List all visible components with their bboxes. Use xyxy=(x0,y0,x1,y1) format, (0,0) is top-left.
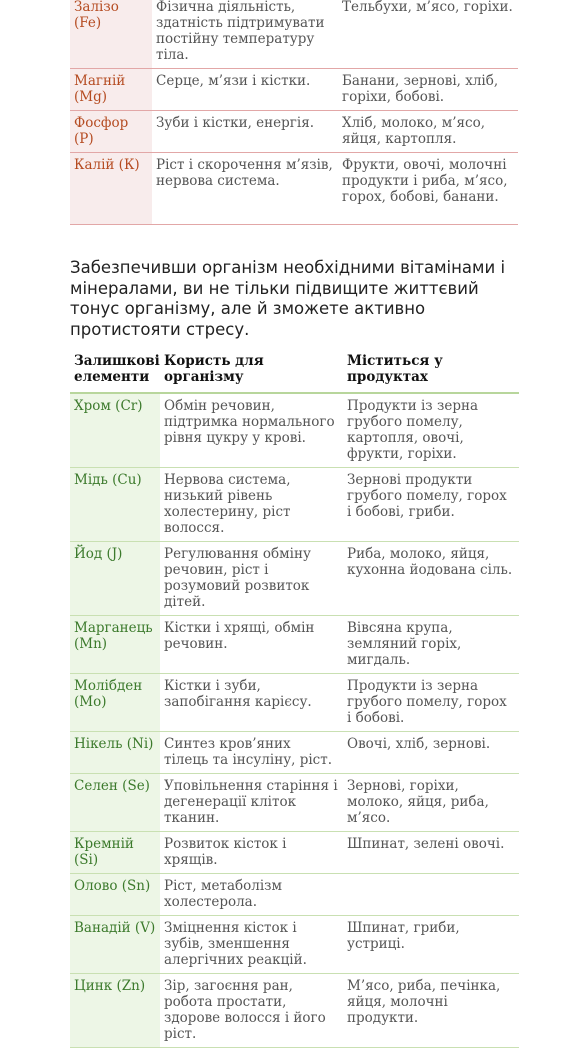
benefit-cell: Регулювання обміну речовин, ріст і розумовий розвиток дітей. xyxy=(164,546,311,610)
table-row xyxy=(70,69,518,111)
element-cell: Залізо (Fe) xyxy=(70,0,152,69)
benefit-cell: Кістки і зуби, запобігання карієсу. xyxy=(164,678,312,710)
element-cell: Калій (К) xyxy=(70,153,152,225)
sources-cell: Овочі, хліб, зернові. xyxy=(347,736,491,752)
intro-paragraph: Забезпечивши організм необхідними вітамінами і мінералами, ви не тільки підвищите життєвий тонус організму, але й зможете активно протистояти стресу. xyxy=(70,258,506,339)
table-row xyxy=(70,974,519,1048)
sources-cell: Шпинат, гриби, устриці. xyxy=(347,920,460,952)
element-cell: Нікель (Ni) xyxy=(70,732,160,774)
benefit-cell: Розвиток кісток і хрящів. xyxy=(164,836,287,868)
sources-cell: Шпинат, зелені овочі. xyxy=(347,836,505,852)
macro-elements-table xyxy=(70,0,518,225)
table-header-row xyxy=(70,349,519,393)
column-header-sources: Міститься у продуктах xyxy=(343,349,519,393)
element-cell: Кремній (Si) xyxy=(70,832,160,874)
element-cell: Селен (Se) xyxy=(70,774,160,832)
sources-cell: М’ясо, риба, печінка, яйця, молочні продукти. xyxy=(347,978,501,1026)
table-row xyxy=(70,542,519,616)
sources-cell: Зернові продукти грубого помелу, горох і бобові, гриби. xyxy=(347,472,507,520)
sources-cell: Продукти із зерна грубого помелу, горох і бобові. xyxy=(347,678,507,726)
table-row xyxy=(70,916,519,974)
table-row xyxy=(70,874,519,916)
element-cell: Йод (J) xyxy=(70,542,160,616)
table-row xyxy=(70,674,519,732)
element-cell: Хром (Cr) xyxy=(70,393,160,468)
sources-cell: Хліб, молоко, м’ясо, яйця, картопля. xyxy=(342,115,485,147)
sources-cell: Продукти із зерна грубого помелу, картопля, овочі, фрукти, горіхи. xyxy=(347,398,479,462)
table-row xyxy=(70,832,519,874)
sources-cell: Зернові, горіхи, молоко, яйця, риба, м’ясо. xyxy=(347,778,489,826)
element-cell: Молібден (Mo) xyxy=(70,674,160,732)
benefit-cell: Уповільнення старіння і дегенерації кліток тканин. xyxy=(164,778,338,826)
table-row xyxy=(70,774,519,832)
benefit-cell: Зуби і кістки, енергія. xyxy=(156,115,314,131)
benefit-cell: Серце, м’язи і кістки. xyxy=(156,73,311,89)
benefit-cell: Синтез кров’яних тілець та інсуліну, ріст. xyxy=(164,736,332,768)
table-row xyxy=(70,111,518,153)
element-cell: Магній (Mg) xyxy=(70,69,152,111)
element-cell: Марганець (Mn) xyxy=(70,616,160,674)
table-row xyxy=(70,468,519,542)
table-row xyxy=(70,393,519,468)
benefit-cell: Зміцнення кісток і зубів, зменшення алергічних реакцій. xyxy=(164,920,307,968)
trace-elements-table xyxy=(70,349,519,1048)
sources-cell: Тельбухи, м’ясо, горіхи. xyxy=(342,0,513,15)
benefit-cell: Зір, загоєння ран, робота простати, здорове волосся і його ріст. xyxy=(164,978,326,1042)
element-cell: Цинк (Zn) xyxy=(70,974,160,1048)
table-row xyxy=(70,0,518,69)
element-cell: Ванадій (V) xyxy=(70,916,160,974)
benefit-cell: Обмін речовин, підтримка нормального рівня цукру у крові. xyxy=(164,398,335,446)
table-row xyxy=(70,153,518,225)
sources-cell: Вівсяна крупа, земляний горіх, мигдаль. xyxy=(347,620,462,668)
table-row xyxy=(70,616,519,674)
benefit-cell: Нервова система, низький рівень холестерину, ріст волосся. xyxy=(164,472,291,536)
sources-cell: Банани, зернові, хліб, горіхи, бобові. xyxy=(342,73,499,105)
benefit-cell: Фізична діяльність, здатність підтримувати постійну температуру тіла. xyxy=(156,0,325,63)
element-cell: Мідь (Cu) xyxy=(70,468,160,542)
sources-cell: Фрукти, овочі, молочні продукти і риба, м’ясо, горох, бобові, банани. xyxy=(342,157,508,205)
benefit-cell: Ріст і скорочення м’язів, нервова система. xyxy=(156,157,333,189)
benefit-cell: Ріст, метаболізм холестерола. xyxy=(164,878,283,910)
table-row xyxy=(70,732,519,774)
column-header-element: Залишкові елементи xyxy=(70,349,160,393)
sources-cell xyxy=(343,874,519,916)
sources-cell: Риба, молоко, яйця, кухонна йодована сіль. xyxy=(347,546,513,578)
column-header-benefit: Користь для організму xyxy=(160,349,343,393)
element-cell: Фосфор (Р) xyxy=(70,111,152,153)
benefit-cell: Кістки і хрящі, обмін речовин. xyxy=(164,620,315,652)
element-cell: Олово (Sn) xyxy=(70,874,160,916)
